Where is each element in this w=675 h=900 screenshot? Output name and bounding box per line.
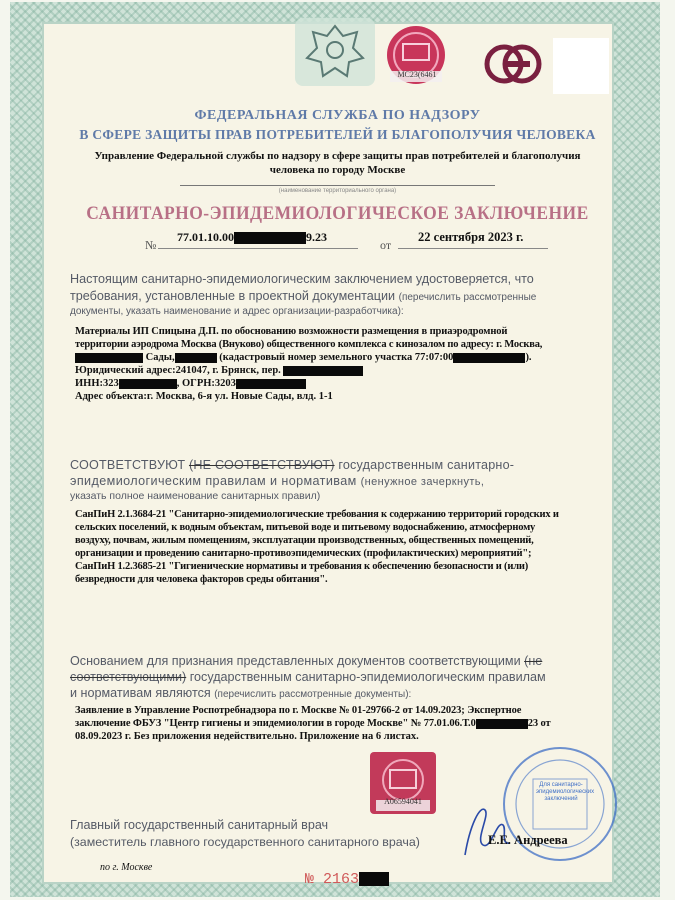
signatory-name: Е.Е. Андреева (488, 833, 568, 847)
materials-line4: Юридический адрес:241047, г. Брянск, пер. (75, 365, 363, 376)
intro-line2: требования, установленные в проектной документации (перечислить рассмотренные (70, 289, 537, 303)
coat-of-arms-icon (295, 18, 375, 86)
application-line2: заключение ФБУЗ "Центр гигиены и эпидемиологии в городе Москве" № 77.01.06.Т.0 23 от (75, 718, 551, 729)
stamp-text: Для санитарно-эпидемиологических заключений (536, 782, 595, 802)
intro-line3: документы, указать наименование и адрес организации-разработчика): (70, 306, 404, 317)
number-sign: № (145, 238, 157, 252)
agency-title-line1: ФЕДЕРАЛЬНАЯ СЛУЖБА ПО НАДЗОРУ (194, 108, 481, 123)
compliance-line3: указать полное наименование санитарных правил) (70, 490, 321, 502)
compliance-line1: СООТВЕТСТВУЮТ (НЕ СООТВЕТСТВУЮТ) государственным санитарно- (70, 458, 515, 472)
sanpin-line1: СанПиН 2.1.3684-21 "Санитарно-эпидемиологические требования к содержанию территорий городских и (75, 509, 559, 520)
basis-line1: Основанием для признания представленных документов соответствующими (не (70, 654, 543, 668)
document-number: 77.01.10.00 9.23 (177, 230, 327, 244)
hologram-code: MC23(6461 (397, 70, 437, 79)
bottom-hologram-code: A06594041 (384, 797, 422, 806)
department-line2: человека по городу Москве (269, 164, 406, 176)
materials-line1: Материалы ИП Спицына Д.П. по обоснованию возможности размещения в приаэродромной (75, 326, 508, 337)
department-line1: Управление Федеральной службы по надзору в сфере защиты прав потребителей и благополучия (94, 150, 581, 162)
handwritten-signature-icon (455, 795, 515, 865)
application-line3: 08.09.2023 г. Без приложения недействительно. Приложение на 6 листах. (75, 731, 419, 742)
org-caption: (наименование территориального органа) (278, 188, 397, 194)
blank-corner (553, 38, 609, 94)
sanpin-line3: воздуху, почвам, жилым помещениям, эксплуатации производственных, общественных помещений, (75, 535, 534, 546)
date-underline (398, 248, 548, 249)
sanpin-line2: сельских поселений, к водным объектам, питьевой воде и питьевому водоснабжению, атмосферному (75, 522, 536, 533)
agency-title-line2: В СФЕРЕ ЗАЩИТЫ ПРАВ ПОТРЕБИТЕЛЕЙ И БЛАГОПОЛУЧИЯ ЧЕЛОВЕКА (79, 127, 596, 142)
intro-line1: Настоящим санитарно-эпидемиологическим заключением удостоверяется, что (70, 272, 534, 286)
signatory-role-line1: Главный государственный санитарный врач (70, 818, 329, 832)
basis-line2: соответствующими) государственным санитарно-эпидемиологическим правилам (70, 670, 546, 684)
document-date: 22 сентября 2023 г. (418, 230, 524, 244)
sanpin-line6: безвредности для человека факторов среды обитания". (75, 574, 328, 585)
sanpin-line4: организации и проведению санитарно-противоэпидемических (профилактических) мероприятий"; (75, 548, 532, 559)
org-underline (180, 185, 495, 186)
materials-line2: территории аэродрома Москва (Внуково) общественного комплекса с кинозалом по адресу: г. Москва, (75, 339, 543, 350)
document-title: САНИТАРНО-ЭПИДЕМИОЛОГИЧЕСКОЕ ЗАКЛЮЧЕНИЕ (86, 203, 589, 224)
number-underline (158, 248, 358, 249)
application-line1: Заявление в Управление Роспотребнадзора по г. Москве № 01-29766-2 от 14.09.2023; Экспертное (75, 705, 522, 716)
blank-serial-number: № 2163 (305, 871, 389, 888)
materials-line6: Адрес объекта:г. Москва, 6-я ул. Новые Сады, влд. 1-1 (75, 391, 333, 402)
se-logo-icon (484, 44, 542, 84)
from-label: от (380, 238, 392, 252)
signatory-role-line2: (заместитель главного государственного санитарного врача) (70, 835, 420, 849)
materials-line5: ИНН:323 , ОГРН:3203 (75, 378, 306, 389)
footer-location: по г. Москве (100, 862, 153, 873)
compliance-line2: эпидемиологическим правилам и нормативам (ненужное зачеркнуть, (70, 474, 485, 488)
sanpin-line5: СанПиН 1.2.3685-21 "Гигиенические нормативы и требования к обеспечению безопасности и (или) (75, 561, 529, 572)
basis-line3: и нормативам являются (перечислить рассмотренные документы): (70, 686, 412, 700)
materials-line3: Сады, (кадастровый номер земельного участка 77:07:00 ). (75, 352, 532, 363)
